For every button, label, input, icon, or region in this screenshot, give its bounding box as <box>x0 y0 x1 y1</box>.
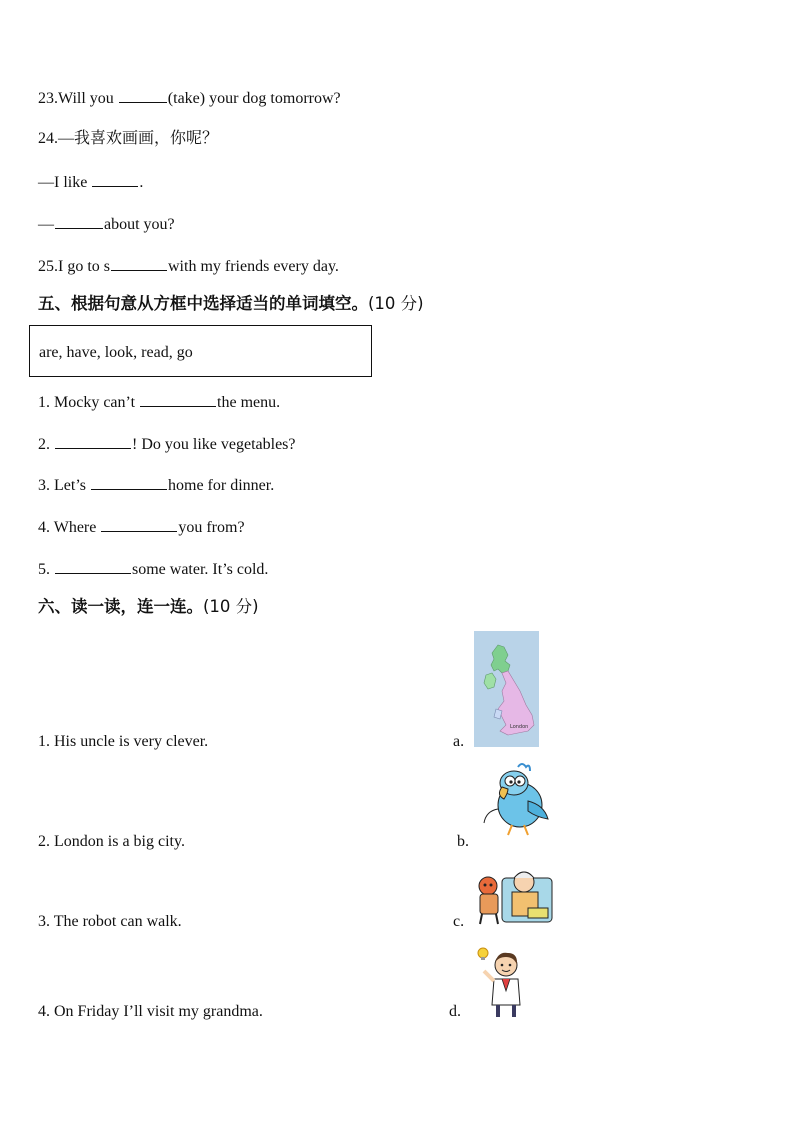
section-5-item-1 <box>38 391 280 413</box>
match-letter-a[interactable]: a. <box>453 733 465 750</box>
item-text-before: 1. Mocky can’t <box>38 394 140 411</box>
answer-blank[interactable] <box>140 391 216 407</box>
q24-line1-after: . <box>139 174 144 191</box>
clever-man-picture[interactable] <box>474 945 528 1021</box>
item-text-before: 5. <box>38 561 54 578</box>
match-sentence-3[interactable]: 3. The robot can walk. <box>38 913 182 930</box>
q23-text-before: 23.Will you <box>38 90 118 107</box>
section-5-item-5 <box>38 558 268 580</box>
match-sentence-4[interactable]: 4. On Friday I’ll visit my grandma. <box>38 1003 263 1020</box>
q25-text-before: 25.I go to s <box>38 258 110 275</box>
section-6-heading <box>38 597 259 617</box>
robot-grandma-icon <box>474 864 556 928</box>
word-box <box>29 325 372 377</box>
parrot-icon <box>478 761 554 839</box>
match-sentence-2[interactable]: 2. London is a big city. <box>38 833 185 850</box>
item-text-after: home for dinner. <box>168 477 275 494</box>
parrot-picture[interactable] <box>478 761 554 839</box>
answer-blank[interactable] <box>111 255 167 271</box>
match-letter-d[interactable]: d. <box>449 1003 461 1020</box>
q23-text-after: (take) your dog tomorrow? <box>167 90 341 107</box>
clever-man-icon <box>474 945 528 1021</box>
question-24-prompt: 24.—我喜欢画画，你呢？ <box>38 130 219 147</box>
map-label-london: London <box>510 724 529 730</box>
answer-blank[interactable] <box>101 516 177 532</box>
item-text-before: 2. <box>38 436 54 453</box>
answer-blank[interactable] <box>92 171 138 187</box>
item-text-after: some water. It’s cold. <box>132 561 269 578</box>
match-letter-b[interactable]: b. <box>457 833 469 850</box>
q24-line2-before: — <box>38 216 54 233</box>
answer-blank[interactable] <box>55 213 103 229</box>
question-24-line-2 <box>38 213 175 235</box>
section-5-heading <box>38 294 424 314</box>
section-5-item-2 <box>38 433 296 455</box>
q25-text-after: with my friends every day. <box>168 258 339 275</box>
section-5-item-3 <box>38 474 274 496</box>
match-letter-c[interactable]: c. <box>453 913 465 930</box>
section-5-score: (10 分) <box>368 294 424 313</box>
uk-map-picture[interactable] <box>474 631 539 747</box>
q24-line2-after: about you? <box>104 216 175 233</box>
question-23 <box>38 87 341 109</box>
answer-blank[interactable] <box>55 558 131 574</box>
answer-blank[interactable] <box>55 433 131 449</box>
section-6-score: (10 分) <box>203 597 259 616</box>
robot-and-grandma-picture[interactable] <box>474 864 556 928</box>
item-text-after: the menu. <box>217 394 281 411</box>
answer-blank[interactable] <box>119 87 167 103</box>
section-5-item-4 <box>38 516 245 538</box>
item-text-after: ! Do you like vegetables? <box>132 436 296 453</box>
q24-line1-before: —I like <box>38 174 92 191</box>
answer-blank[interactable] <box>91 474 167 490</box>
item-text-before: 4. Where <box>38 519 101 536</box>
question-25 <box>38 255 339 277</box>
uk-map-icon <box>474 631 539 747</box>
section-6-title: 六、读一读，连一连。 <box>38 597 203 616</box>
question-24-line-1 <box>38 171 143 193</box>
match-sentence-1[interactable]: 1. His uncle is very clever. <box>38 733 209 750</box>
section-5-title: 五、根据句意从方框中选择适当的单词填空。 <box>38 294 368 313</box>
item-text-after: you from? <box>178 519 245 536</box>
word-box-words: are, have, look, read, go <box>39 344 193 361</box>
item-text-before: 3. Let’s <box>38 477 90 494</box>
